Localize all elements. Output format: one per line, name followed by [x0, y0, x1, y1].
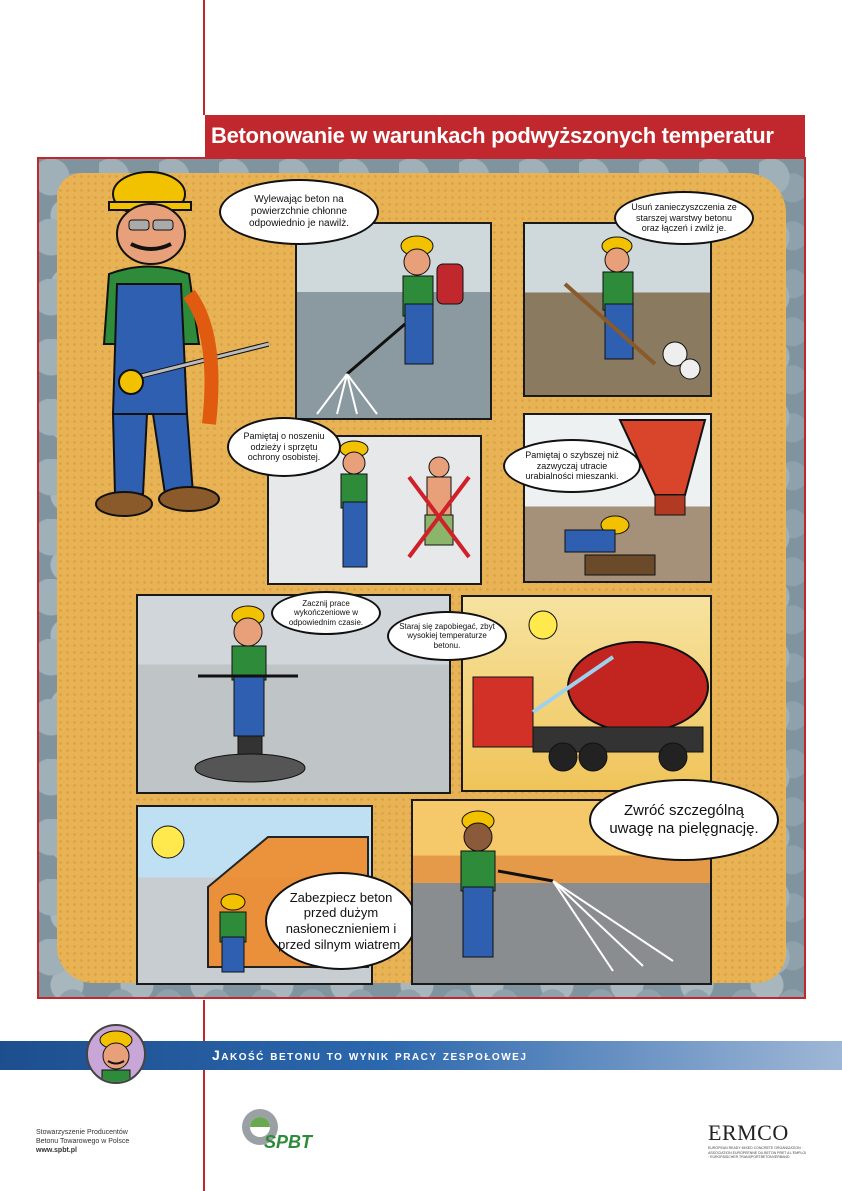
tagline-text: Jakość betonu to wynik pracy zespołowej [212, 1047, 528, 1063]
worker-sweeping-illustration [525, 224, 710, 395]
speech-bubble-finishing: Zacznij prace wykończeniowe w odpowiednim czasie. [271, 591, 381, 635]
speech-bubble-wet-surface: Wylewając beton na powierzchnie chłonne odpowiednio je nawilż. [219, 179, 379, 245]
page-title: Betonowanie w warunkach podwyższonych temperatur [205, 115, 805, 157]
org-name-line1: Stowarzyszenie Producentów [36, 1129, 128, 1136]
comic-board [37, 157, 806, 999]
panel-clean-surface [523, 222, 712, 397]
org-website-link[interactable]: www.spbt.pl [36, 1147, 77, 1154]
ermco-logo [708, 1120, 808, 1160]
speech-bubble-protective-gear: Pamiętaj o noszeniu odzieży i sprzętu ochrony osobistej. [227, 417, 341, 477]
speech-bubble-sun-wind: Zabezpiecz beton przed dużym nasłonecznieniem i przed silnym wiatrem. [265, 872, 417, 970]
speech-bubble-workability: Pamiętaj o szybszej niż zazwyczaj utracie urabialności mieszanki. [503, 439, 641, 493]
bottom-divider-line [203, 1000, 205, 1191]
mascot-face-icon [88, 1026, 144, 1082]
spbt-logo-text: SPBT [264, 1132, 313, 1152]
ermco-logo-text: ERMCO [708, 1120, 789, 1145]
spbt-logo [236, 1105, 316, 1155]
speech-bubble-curing: Zwróć szczególną uwagę na pielęgnację. [589, 779, 779, 861]
speech-bubble-temperature: Staraj się zapobiegać, zbyt wysokiej temperaturze betonu. [387, 611, 507, 661]
speech-bubble-clean-surface: Usuń zanieczyszczenia ze starszej warstwy betonu oraz łączeń i zwilż je. [614, 191, 754, 245]
ermco-subtitle: EUROPEAN READY MIXED CONCRETE ORGANIZATION · ASSOCIATION EUROPEENNE DU BETON PRET A L'EMPLOI · EUROPÄISCHER TRANSPORTBETONVERBAND [708, 1146, 807, 1159]
organization-info [36, 1128, 129, 1155]
mascot-avatar [86, 1024, 146, 1084]
org-name-line2: Betonu Towarowego w Polsce [36, 1138, 130, 1145]
worker-spraying-illustration [297, 224, 490, 418]
panel-workability [523, 413, 712, 583]
top-divider-line [203, 0, 205, 115]
panel-wet-surface [295, 222, 492, 420]
